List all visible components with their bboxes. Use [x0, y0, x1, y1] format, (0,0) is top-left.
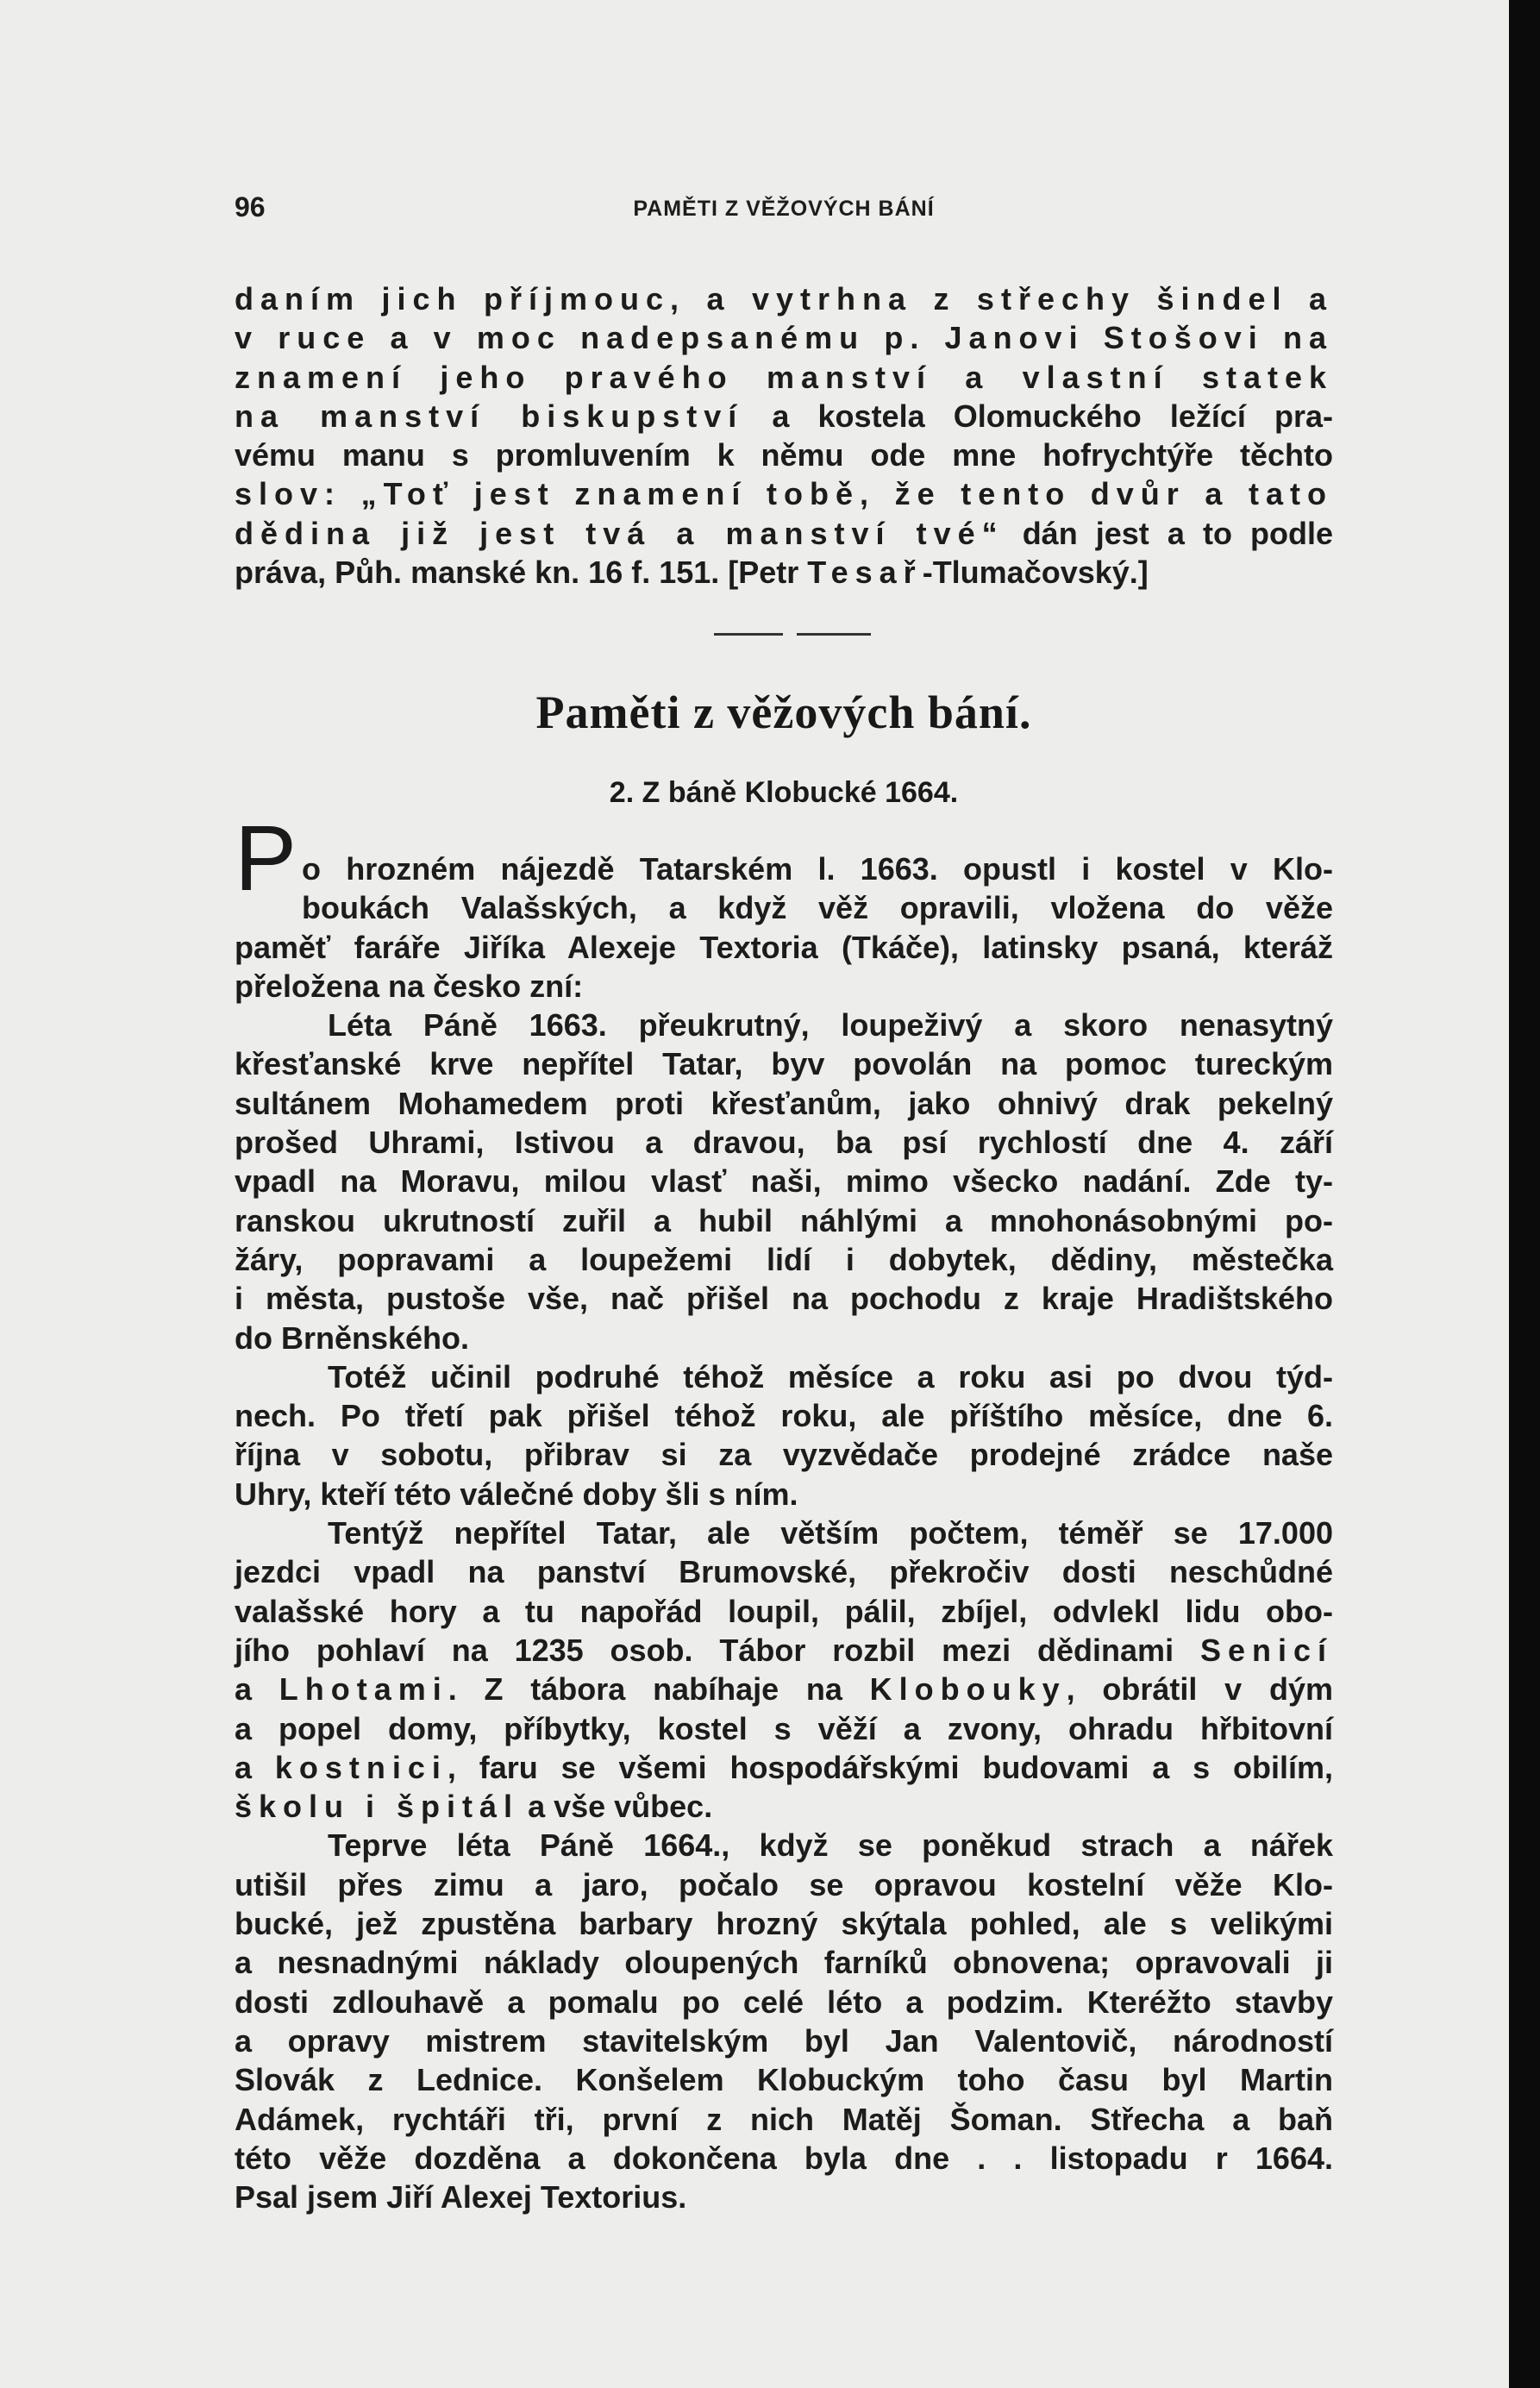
- text-line: znamení jeho pravého manství a vlastní statek: [235, 359, 1333, 395]
- text-line: [235, 397, 1333, 436]
- text-fragment: práva, Půh. manské kn. 16 f. 151. [Petr: [235, 555, 808, 591]
- text-line: Adámek, rychtáři tři, první z nich Matěj Šoman. Střecha a baň: [235, 2101, 1333, 2137]
- text-line: [235, 553, 1333, 592]
- text-line: ranskou ukrutností zuřil a hubil náhlými a mnohonásobnými po-: [235, 1202, 1333, 1238]
- text-fragment: dán jest a to podle: [1004, 515, 1334, 551]
- text-line: [235, 514, 1333, 553]
- text-line: [235, 1670, 1333, 1708]
- continuation-text: [235, 279, 1333, 592]
- spaced-text: Tesař: [807, 555, 923, 591]
- text-line: Totéž učinil podruhé téhož měsíce a roku asi po dvou týd-: [328, 1358, 1333, 1395]
- text-fragment: -Tlumačovský.]: [922, 555, 1149, 591]
- text-line: Tentýž nepřítel Tatar, ale větším počtem, téměř se 17.000: [328, 1515, 1333, 1551]
- text-fragment: a vše vůbec.: [519, 1789, 713, 1825]
- text-line: bucké, jež zpustěna barbary hrozný skýtala pohled, ale s velikými: [235, 1906, 1333, 1942]
- text-line: o hrozném nájezdě Tatarském l. 1663. opustl i kostel v Klo-: [302, 851, 1333, 887]
- spaced-text: na manství biskupství: [235, 398, 744, 434]
- text-line: nech. Po třetí pak přišel téhož roku, ale příštího měsíce, dne 6.: [235, 1398, 1333, 1434]
- section-subtitle: 2. Z báně Klobucké 1664.: [609, 776, 959, 809]
- text-line: a popel domy, příbytky, kostel s věží a zvony, ohradu hřbitovní: [235, 1710, 1333, 1746]
- spaced-text: kostnici: [274, 1749, 448, 1785]
- text-line: [235, 1631, 1333, 1670]
- text-fragment: , faru se všemi hospodářskými budovami a s obilím,: [447, 1749, 1333, 1785]
- text-line: valašské hory a tu napořád loupil, pálil, zbíjel, odvlekl lidu obo-: [235, 1593, 1333, 1629]
- section-divider-right: [797, 633, 871, 636]
- text-line: daním jich příjmouc, a vytrhna z střechy šindel a: [235, 281, 1333, 317]
- text-fragment: a kostela Olomuckého ležící pra-: [743, 398, 1333, 434]
- text-line: [235, 1748, 1333, 1787]
- text-line: utišil přes zimu a jaro, počalo se opravou kostelní věže Klo-: [235, 1866, 1333, 1902]
- section-divider-left: [714, 633, 783, 636]
- page-header: [235, 188, 1333, 240]
- scan-edge-shadow: [1509, 0, 1540, 2388]
- text-line: žáry, popravami a loupežemi lidí i dobytek, dědiny, městečka: [235, 1241, 1333, 1277]
- text-fragment: jího pohlaví na 1235 osob. Tábor rozbil mezi dědinami: [235, 1632, 1200, 1668]
- text-line: paměť faráře Jiříka Alexeje Textoria (Tkáče), latinsky psaná, kteráž: [235, 929, 1333, 965]
- spaced-text: školu i špitál: [235, 1789, 520, 1825]
- running-title: PAMĚTI Z VĚŽOVÝCH BÁNÍ: [633, 197, 935, 221]
- drop-cap: P: [235, 805, 297, 910]
- text-line: sultánem Mohamedem proti křesťanům, jako ohnivý drak pekelný: [235, 1085, 1333, 1121]
- text-line: Slovák z Lednice. Konšelem Klobuckým toho času byl Martin: [235, 2062, 1333, 2098]
- text-line: října v sobotu, přibrav si za vyzvědače prodejné zrádce naše: [235, 1437, 1333, 1473]
- text-line: vpadl na Moravu, milou vlasť naši, mimo všecko nadání. Zde ty-: [235, 1163, 1333, 1200]
- text-line: dosti zdlouhavě a pomalu po celé léto a podzim. Kteréžto stavby: [235, 1984, 1333, 2020]
- text-line: a opravy mistrem stavitelským byl Jan Valentovič, národností: [235, 2022, 1333, 2059]
- text-fragment: , obrátil v dým: [1066, 1671, 1333, 1708]
- spaced-text: Klobouky: [869, 1671, 1067, 1708]
- text-line: jezdci vpadl na panství Brumovské, překročiv dosti neschůdné: [235, 1554, 1333, 1590]
- text-line: slov: „Toť jest znamení tobě, že tento dvůr a tato: [235, 476, 1333, 512]
- text-line: přeložena na česko zní:: [235, 968, 584, 1004]
- text-line: Teprve léta Páně 1664., když se poněkud strach a nářek: [328, 1827, 1333, 1864]
- text-line: boukách Valašských, a když věž opravili, vložena do věže: [302, 890, 1333, 926]
- text-line: Psal jsem Jiří Alexej Textorius.: [235, 2179, 687, 2216]
- text-line: vému manu s promluvením k němu ode mne hofrychtýře těchto: [235, 437, 1333, 473]
- article-body: [235, 849, 1333, 2216]
- page-number: 96: [235, 191, 266, 223]
- text-line: [235, 1787, 1333, 1826]
- spaced-text: dědina již jest tvá a manství tvé“: [235, 515, 1005, 551]
- spaced-text: Lhotami: [279, 1671, 448, 1708]
- spaced-text: Senicí: [1199, 1632, 1333, 1668]
- text-line: i města, pustoše vše, nač přišel na pochodu z kraje Hradištského: [235, 1281, 1333, 1317]
- text-line: a nesnadnými náklady oloupených farníků obnovena; opravovali ji: [235, 1945, 1333, 1981]
- section-title: Paměti z věžových bání.: [535, 686, 1032, 738]
- text-line: v ruce a v moc nadepsanému p. Janovi Stošovi na: [235, 320, 1333, 356]
- text-fragment: . Z tábora nabíhaje na: [448, 1671, 870, 1708]
- text-line: křesťanské krve nepřítel Tatar, byv povolán na pomoc tureckým: [235, 1046, 1333, 1082]
- text-line: této věže dozděna a dokončena byla dne . . listopadu r 1664.: [235, 2140, 1333, 2176]
- text-line: do Brněnského.: [235, 1319, 470, 1356]
- text-line: prošed Uhrami, Istivou a dravou, ba psí rychlostí dne 4. září: [235, 1125, 1333, 1161]
- text-line: Uhry, kteří této válečné doby šli s ním.: [235, 1476, 798, 1512]
- text-fragment: a: [235, 1749, 275, 1785]
- text-line: Léta Páně 1663. přeukrutný, loupeživý a skoro nenasytný: [328, 1007, 1333, 1044]
- text-fragment: a: [235, 1671, 279, 1708]
